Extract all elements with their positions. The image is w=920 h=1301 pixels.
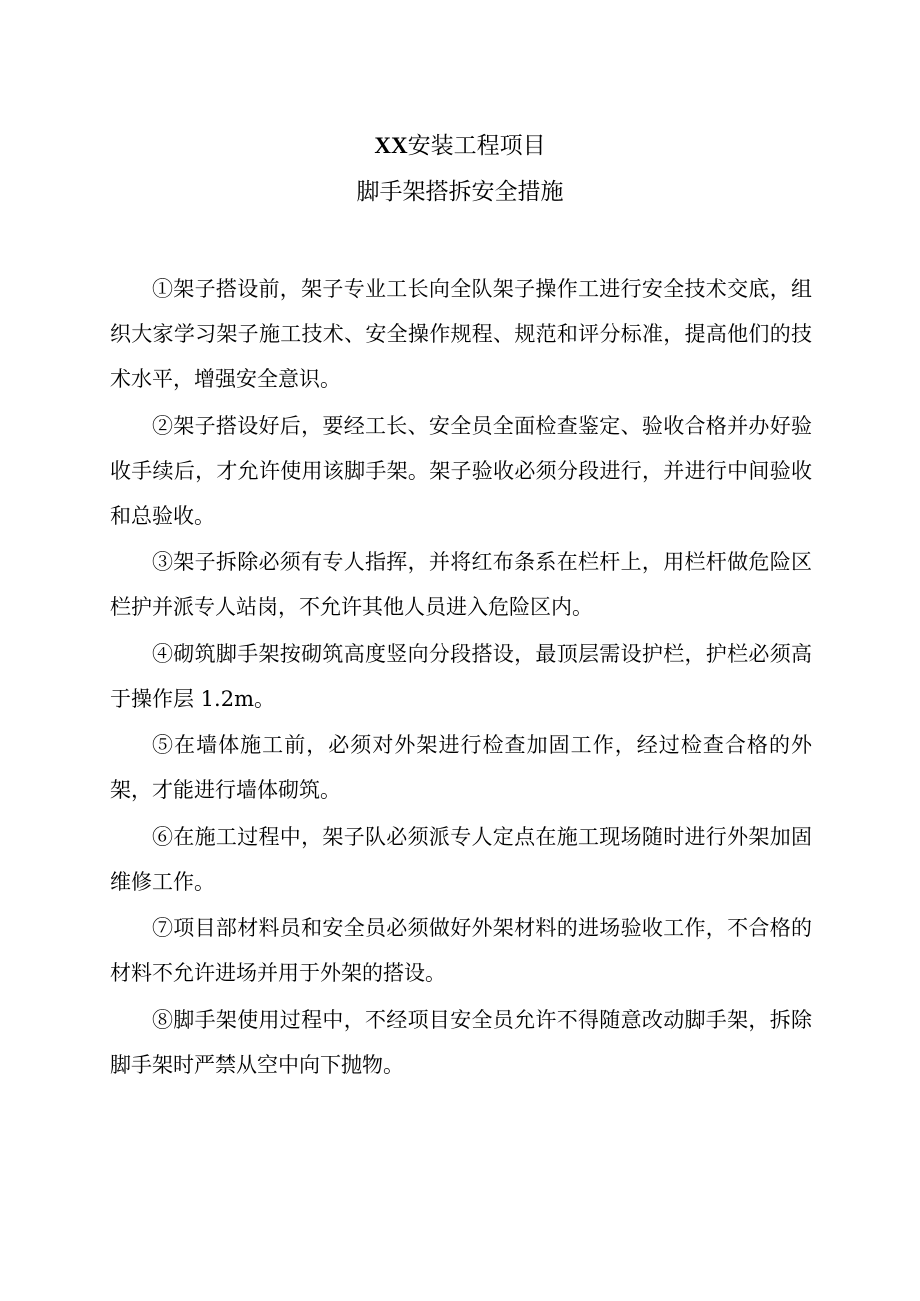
paragraph-2: ②架子搭设好后，要经工长、安全员全面检查鉴定、验收合格并办好验收手续后，才允许使用该脚手架。架子验收必须分段进行，并进行中间验收和总验收。 <box>110 413 812 528</box>
paragraph-6: ⑥在施工过程中，架子队必须派专人定点在施工现场随时进行外架加固维修工作。 <box>110 824 812 894</box>
document-title <box>0 123 920 215</box>
title-project-name: 安装工程项目 <box>407 133 546 159</box>
title-project-code: XX <box>374 133 408 158</box>
paragraph-4: ④砌筑脚手架按砌筑高度竖向分段搭设，最顶层需设护栏，护栏必须高于操作层 1.2m。 <box>110 641 812 711</box>
title-line-subject: 脚手架搭拆安全措施 <box>356 179 564 205</box>
paragraph-3: ③架子拆除必须有专人指挥，并将红布条系在栏杆上，用栏杆做危险区栏护并派专人站岗，不允许其他人员进入危险区内。 <box>110 550 812 619</box>
paragraph-5: ⑤在墙体施工前，必须对外架进行检查加固工作，经过检查合格的外架，才能进行墙体砌筑。 <box>110 733 812 802</box>
title-line-project <box>0 123 920 169</box>
paragraph-1: ①架子搭设前，架子专业工长向全队架子操作工进行安全技术交底，组织大家学习架子施工技术、安全操作规程、规范和评分标准，提高他们的技术水平，增强安全意识。 <box>110 277 812 391</box>
document-body <box>110 267 812 1089</box>
paragraph-8: ⑧脚手架使用过程中，不经项目安全员允许不得随意改动脚手架，拆除脚手架时严禁从空中向下抛物。 <box>110 1007 812 1077</box>
paragraph-7: ⑦项目部材料员和安全员必须做好外架材料的进场验收工作，不合格的材料不允许进场并用于外架的搭设。 <box>110 916 812 985</box>
